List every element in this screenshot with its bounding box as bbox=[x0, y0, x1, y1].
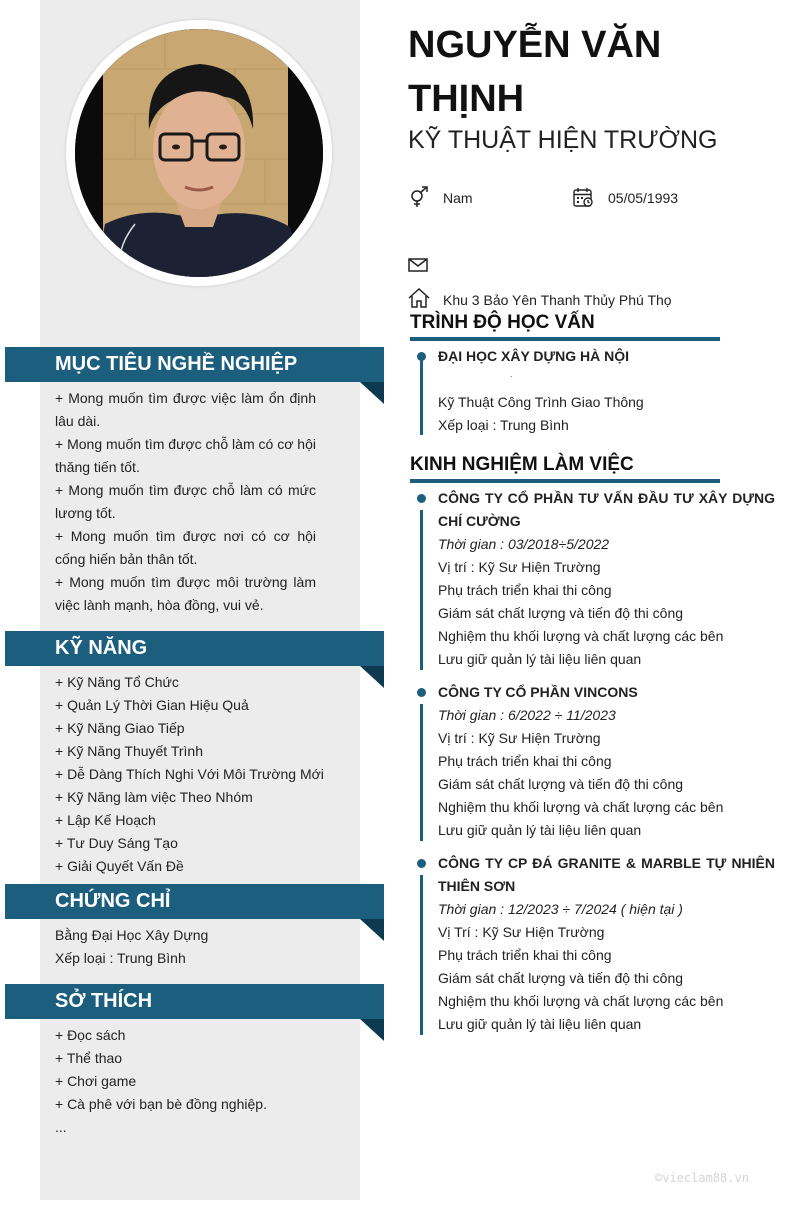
school-name: ĐẠI HỌC XÂY DỰNG HÀ NỘI bbox=[438, 348, 630, 364]
section-ribbon-objective bbox=[5, 347, 384, 382]
job-position: Vị trí : Kỹ Sư Hiện Trường bbox=[438, 559, 601, 575]
ribbon-fold bbox=[360, 1019, 384, 1041]
job-task: Phụ trách triển khai thi công bbox=[438, 582, 612, 598]
skill-item: + Kỹ Năng Thuyết Trình bbox=[55, 743, 203, 759]
hobby-item: + Chơi game bbox=[55, 1073, 137, 1089]
skill-item: + Kỹ Năng Tổ Chức bbox=[55, 674, 179, 690]
hobby-item: + Cà phê với bạn bè đồng nghiệp. bbox=[55, 1096, 267, 1112]
skill-item: + Quản Lý Thời Gian Hiệu Quả bbox=[55, 697, 249, 713]
ribbon-fold bbox=[360, 919, 384, 941]
company-name: CÔNG TY CỔ PHẦN TƯ VẤN ĐẦU TƯ XÂY DỰNG CHÍ CƯỜNG bbox=[438, 490, 775, 529]
section-ribbon-hobbies bbox=[5, 984, 384, 1019]
job-task: Lưu giữ quản lý tài liệu liên quan bbox=[438, 651, 642, 667]
job-period: Thời gian : 03/2018÷5/2022 bbox=[438, 536, 610, 552]
section-title-hobbies: SỞ THÍCH bbox=[55, 990, 153, 1012]
timeline-dot bbox=[417, 494, 426, 503]
watermark: ©vieclam88.vn bbox=[655, 1171, 749, 1185]
job-task: Nghiệm thu khối lượng và chất lượng các bên bbox=[438, 799, 724, 815]
section-title-education: TRÌNH ĐỘ HỌC VẤN bbox=[410, 310, 720, 341]
ribbon-fold bbox=[360, 382, 384, 404]
job-task: Lưu giữ quản lý tài liệu liên quan bbox=[438, 1016, 642, 1032]
skill-item: + Giải Quyết Vấn Đề bbox=[55, 858, 184, 874]
skill-item: + Lập Kế Hoạch bbox=[55, 812, 156, 828]
job-task: Giám sát chất lượng và tiến độ thi công bbox=[438, 776, 684, 792]
certificate-item: Bằng Đại Học Xây Dựng bbox=[55, 927, 209, 943]
job-task: Giám sát chất lượng và tiến độ thi công bbox=[438, 970, 684, 986]
education-mark: . bbox=[510, 369, 513, 379]
timeline-dot bbox=[417, 859, 426, 868]
objective-item: + Mong muốn tìm được nơi có cơ hội cống hiến bản thân tốt. bbox=[55, 528, 316, 567]
portrait-photo bbox=[75, 29, 323, 277]
certificate-item: Xếp loại : Trung Bình bbox=[55, 950, 186, 966]
calendar-icon bbox=[572, 186, 594, 213]
section-ribbon-certificates bbox=[5, 884, 384, 919]
company-name: CÔNG TY CỔ PHẦN VINCONS bbox=[438, 684, 638, 700]
education-entry bbox=[438, 345, 775, 437]
job-title: KỸ THUẬT HIỆN TRƯỜNG bbox=[408, 126, 718, 154]
job-task: Phụ trách triển khai thi công bbox=[438, 947, 612, 963]
timeline-line bbox=[420, 360, 423, 435]
job-position: Vị Trí : Kỹ Sư Hiện Trường bbox=[438, 924, 605, 940]
experience-entry bbox=[438, 487, 775, 671]
hobby-item: ... bbox=[55, 1119, 67, 1135]
timeline-line bbox=[420, 704, 423, 841]
job-task: Giám sát chất lượng và tiến độ thi công bbox=[438, 605, 684, 621]
objective-list bbox=[55, 387, 316, 617]
objective-item: + Mong muốn tìm được chỗ làm có cơ hội thăng tiến tốt. bbox=[55, 436, 316, 475]
skill-item: + Dễ Dàng Thích Nghi Với Môi Trường Mới bbox=[55, 766, 324, 782]
hobby-item: + Thể thao bbox=[55, 1050, 123, 1066]
education-grade: Xếp loại : Trung Bình bbox=[438, 417, 569, 433]
timeline-line bbox=[420, 875, 423, 1035]
gender-icon bbox=[408, 186, 430, 213]
job-task: Phụ trách triển khai thi công bbox=[438, 753, 612, 769]
experience-entry bbox=[438, 852, 775, 1036]
email-icon bbox=[408, 256, 428, 279]
section-title-skills: KỸ NĂNG bbox=[55, 637, 148, 659]
candidate-name: NGUYỄN VĂN THỊNH bbox=[408, 24, 662, 120]
objective-item: + Mong muốn tìm được việc làm ổn định lâu dài. bbox=[55, 390, 316, 429]
certificates-list bbox=[55, 924, 316, 970]
timeline-dot bbox=[417, 688, 426, 697]
objective-item: + Mong muốn tìm được chỗ làm có mức lương tốt. bbox=[55, 482, 316, 521]
gender-value: Nam bbox=[443, 190, 473, 206]
job-period: Thời gian : 6/2022 ÷ 11/2023 bbox=[438, 707, 616, 723]
company-name: CÔNG TY CP ĐÁ GRANITE & MARBLE TỰ NHIÊN THIÊN SƠN bbox=[438, 855, 775, 894]
avatar bbox=[75, 29, 323, 277]
section-title-certificates: CHỨNG CHỈ bbox=[55, 890, 171, 912]
skill-item: + Kỹ Năng làm việc Theo Nhóm bbox=[55, 789, 253, 805]
hobbies-list bbox=[55, 1024, 316, 1139]
section-title-objective: MỤC TIÊU NGHỀ NGHIỆP bbox=[55, 353, 298, 375]
timeline-dot bbox=[417, 352, 426, 361]
job-position: Vị trí : Kỹ Sư Hiện Trường bbox=[438, 730, 601, 746]
education-major: Kỹ Thuật Công Trình Giao Thông bbox=[438, 394, 644, 410]
job-task: Nghiệm thu khối lượng và chất lượng các bên bbox=[438, 993, 724, 1009]
job-task: Lưu giữ quản lý tài liệu liên quan bbox=[438, 822, 642, 838]
skill-item: + Kỹ Năng Giao Tiếp bbox=[55, 720, 185, 736]
birthdate-value: 05/05/1993 bbox=[608, 190, 679, 206]
job-task: Nghiệm thu khối lượng và chất lượng các bên bbox=[438, 628, 724, 644]
hobby-item: + Đọc sách bbox=[55, 1027, 126, 1043]
skill-item: + Tư Duy Sáng Tạo bbox=[55, 835, 178, 851]
experience-entry bbox=[438, 681, 775, 842]
address-value: Khu 3 Bảo Yên Thanh Thủy Phú Thọ bbox=[443, 292, 672, 308]
job-period: Thời gian : 12/2023 ÷ 7/2024 ( hiện tại ) bbox=[438, 901, 683, 917]
timeline-line bbox=[420, 510, 423, 670]
section-title-experience: KINH NGHIỆM LÀM VIỆC bbox=[410, 452, 720, 483]
objective-item: + Mong muốn tìm được môi trường làm việc lành mạnh, hòa đồng, vui vẻ. bbox=[55, 574, 316, 613]
skills-list bbox=[55, 671, 355, 878]
section-ribbon-skills bbox=[5, 631, 384, 666]
ribbon-fold bbox=[360, 666, 384, 688]
